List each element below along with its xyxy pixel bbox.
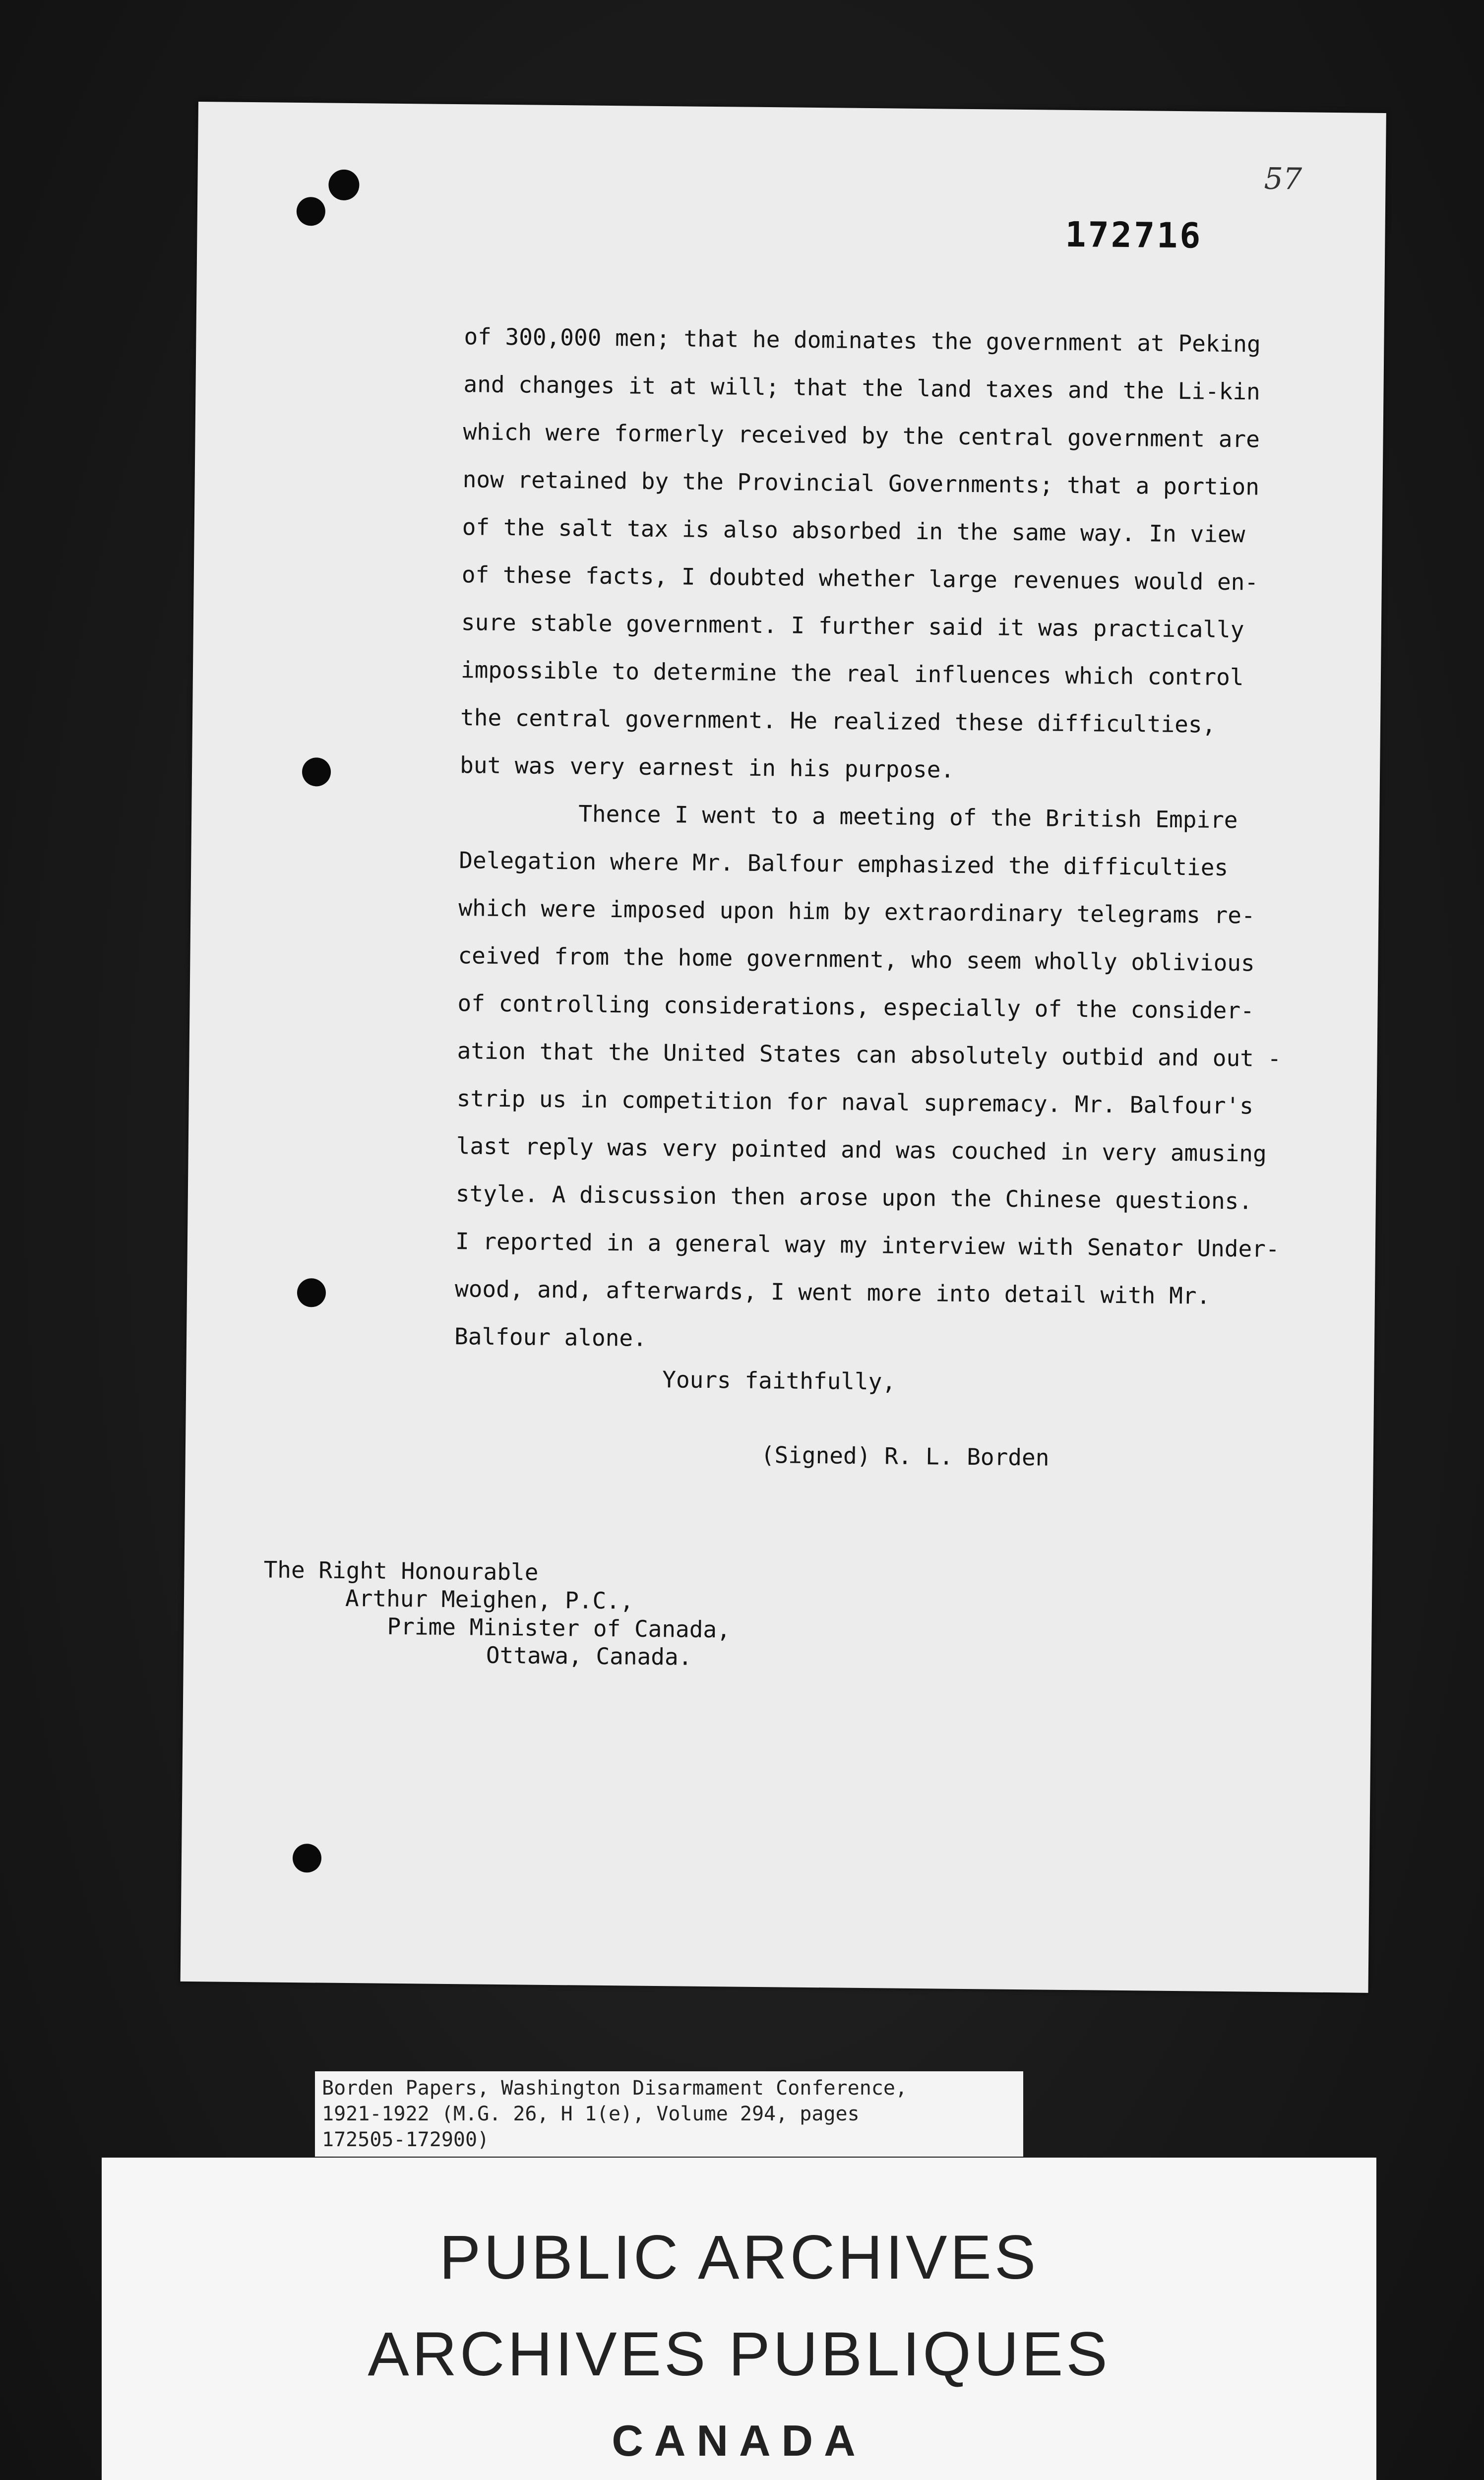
body-line: and changes it at will; that the land taxes and the Li-kin: [463, 371, 1261, 405]
stamp-line-english: PUBLIC ARCHIVES: [439, 2223, 1039, 2292]
address-line: Prime Minister of Canada,: [387, 1612, 731, 1643]
punch-hole: [297, 197, 326, 226]
punch-hole: [328, 170, 360, 201]
body-line: wood, and, afterwards, I went more into detail with Mr.: [454, 1275, 1211, 1309]
address-line: Ottawa, Canada.: [486, 1641, 692, 1671]
body-line: strip us in competition for naval supremacy. Mr. Balfour's: [456, 1085, 1254, 1119]
body-line: the central government. He realized these difficulties,: [460, 704, 1216, 738]
letter-signature: (Signed) R. L. Borden: [760, 1441, 1050, 1471]
body-line: now retained by the Provincial Governments; that a portion: [462, 466, 1260, 500]
punch-hole: [293, 1844, 322, 1873]
body-line: but was very earnest in his purpose.: [459, 751, 955, 783]
punch-hole: [302, 757, 331, 787]
body-line: impossible to determine the real influences which control: [460, 656, 1244, 691]
address-line: Arthur Meighen, P.C.,: [345, 1584, 634, 1614]
caption-line: 1921-1922 (M.G. 26, H 1(e), Volume 294, pages: [322, 2103, 860, 2125]
body-line: which were formerly received by the central government are: [463, 418, 1260, 453]
address-line: The Right Honourable: [263, 1556, 539, 1586]
body-line: Thence I went to a meeting of the British Empire: [578, 800, 1238, 834]
body-line: of 300,000 men; that he dominates the government at Peking: [464, 323, 1261, 358]
body-line: which were imposed upon him by extraordinary telegrams re-: [458, 894, 1255, 929]
body-line: of the salt tax is also absorbed in the same way. In view: [462, 513, 1245, 548]
caption-line: Borden Papers, Washington Disarmament Conference,: [322, 2077, 908, 2100]
document-number: 172716: [1065, 214, 1203, 256]
archive-caption: [315, 2071, 1023, 2157]
body-line: sure stable government. I further said it was practically: [461, 609, 1244, 643]
body-line: Balfour alone.: [454, 1323, 647, 1352]
page-number: 57: [1264, 161, 1302, 197]
body-line: Delegation where Mr. Balfour emphasized the difficulties: [459, 847, 1229, 881]
recipient-address: [263, 1555, 731, 1671]
stamp-line-country: CANADA: [612, 2416, 866, 2465]
body-line: ceived from the home government, who seem wholly oblivious: [458, 942, 1255, 977]
stamp-line-french: ARCHIVES PUBLIQUES: [368, 2320, 1111, 2389]
caption-line: 172505-172900): [322, 2128, 490, 2151]
body-line: I reported in a general way my interview with Senator Under-: [455, 1228, 1280, 1263]
body-line: last reply was very pointed and was couched in very amusing: [456, 1132, 1267, 1167]
letter-closing: Yours faithfully,: [662, 1366, 896, 1395]
body-line: of these facts, I doubted whether large revenues would en-: [461, 561, 1259, 596]
letter-body: [454, 312, 1307, 1368]
letter-page: [181, 102, 1386, 1993]
body-line: of controlling considerations, especially of the consider-: [457, 990, 1255, 1024]
punch-hole: [297, 1278, 326, 1307]
body-line: ation that the United States can absolutely outbid and out -: [457, 1037, 1282, 1072]
archives-stamp: [102, 2158, 1376, 2480]
body-line: style. A discussion then arose upon the Chinese questions.: [455, 1180, 1253, 1215]
